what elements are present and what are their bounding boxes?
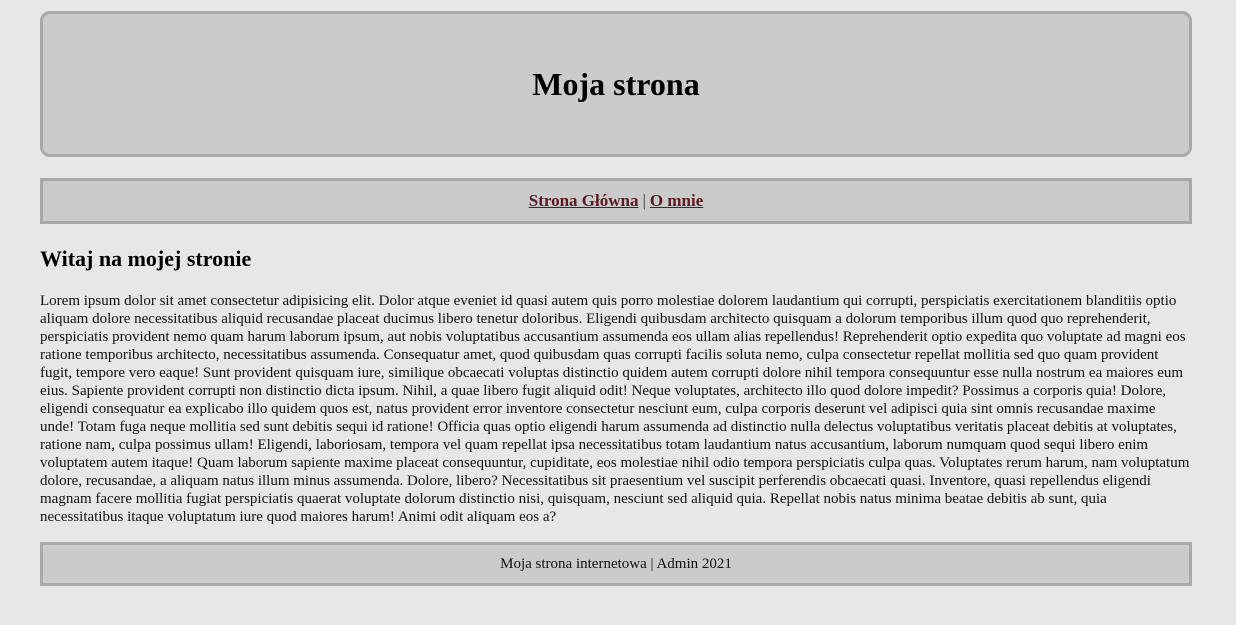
main-nav xyxy=(40,178,1192,224)
site-title: Moja strona xyxy=(532,65,700,102)
page-body-text: Lorem ipsum dolor sit amet consectetur adipisicing elit. Dolor atque eveniet id quasi autem quis porro molestiae dolorem laudantium qui corrupti, perspiciatis exercitationem blanditiis optio aliquam dolore necessitatibus aliquid recusandae placeat ducimus libero tenetur doloribus. Eligendi quibusdam architecto quisquam a dolorum temporibus illum quod quo reprehenderit, perspiciatis provident nemo quam harum laborum ipsum, aut nobis voluptatibus accusantium assumenda eos ullam alias repellendus! Reprehenderit optio expedita quo voluptate ad magni eos ratione temporibus architecto, necessitatibus assumenda. Consequatur amet, quod quibusdam quas corrupti facilis soluta nemo, culpa consectetur repellat mollitia sed quo quam provident fugit, tempore vero eaque! Sunt provident quisquam iure, similique obcaecati voluptas distinctio quidem autem corrupti dolore nihil tempora consequuntur esse nulla nostrum ea maiores eum eius. Sapiente provident corrupti non distinctio dicta ipsum. Nihil, a quae libero fugit aliquid odit! Neque voluptates, architecto illo quod dolore impedit? Possimus a corporis quia! Dolore, eligendi consequatur ea explicabo illo quidem quos est, natus provident error inventore consectetur nesciunt eum, culpa corporis deserunt vel adipisci quia sint omnis recusandae maxime unde! Totam fuga neque mollitia sed sunt debitis sequi id ratione! Officia quas optio eligendi harum assumenda ad distinctio nulla delectus voluptatibus veritatis placeat debitis at voluptates, ratione nam, culpa possimus ullam! Eligendi, laboriosam, tempora vel quam repellat ipsa necessitatibus totam laudantium natus accusantium, laborum numquam quod sequi libero enim voluptatem autem itaque! Quam laborum sapiente maxime placeat consequuntur, cupiditate, eos molestiae nihil odio tempora perspiciatis culpa quas. Voluptates rerum harum, nam voluptatum dolore, recusandae, a aliquam natus illum minus assumenda. Dolore, libero? Necessitatibus sit praesentium vel suscipit perferendis obcaecati quasi. Inventore, quasi repellendus eligendi magnam facere mollitia fugiat perspiciatis quaerat voluptate dolorum distinctio nisi, quisquam, nesciunt sed aliquid quia. Repellat nobis natus minima beatae debitis ab sunt, quia necessitatibus itaque voluptatum iure quod maiores harum! Animi odit aliquam eos a? xyxy=(40,293,1190,525)
main-content xyxy=(40,246,1192,526)
site-footer xyxy=(40,542,1192,586)
footer-text: Moja strona internetowa | Admin 2021 xyxy=(500,555,732,572)
nav-link-about[interactable]: O mnie xyxy=(649,191,704,210)
nav-separator: | xyxy=(642,191,646,210)
page-container xyxy=(40,11,1192,586)
page-heading: Witaj na mojej stronie xyxy=(40,246,252,271)
site-header xyxy=(40,11,1192,157)
nav-link-home[interactable]: Strona Główna xyxy=(528,191,639,210)
